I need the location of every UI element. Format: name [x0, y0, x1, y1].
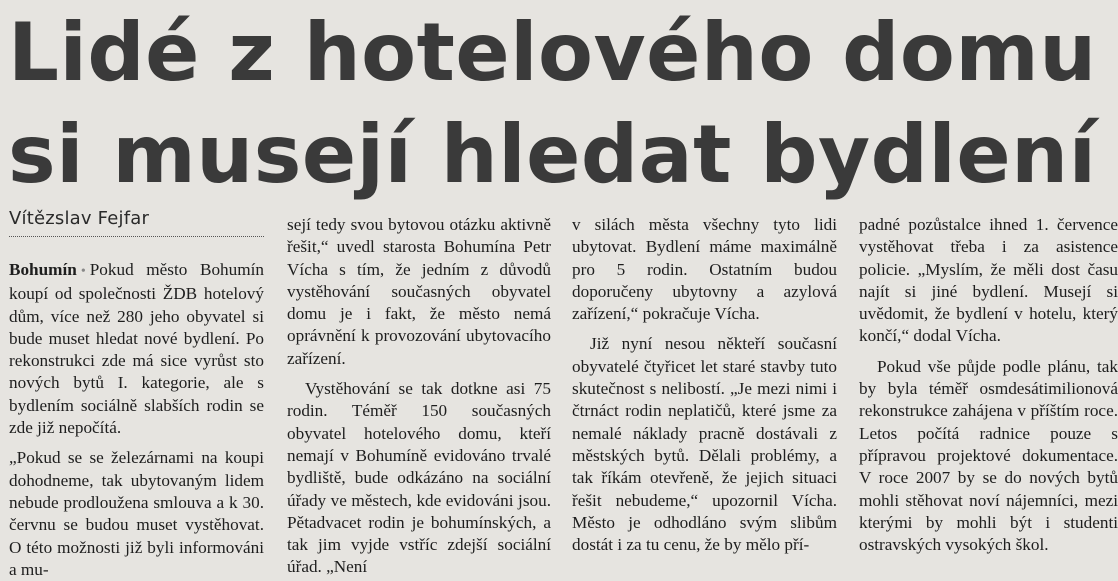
dateline: Bohumín	[9, 260, 77, 279]
byline-divider	[9, 236, 264, 237]
paragraph: Již nyní nesou někteří současní obyvatelé čtyřicet let staré stavby tuto skutečnost s nelibostí. „Je mezi nimi i čtrnáct rodin neplatičů, které jsme za nemalé náklady pracně dostávali z městských bytů. Dělali problémy, a tak říkám otevřeně, že jejich situaci řešit nebudeme,“ upozornil Vícha. Město je odhodláno svým slibům dostát i za tu cenu, že by mělo pří-	[572, 334, 837, 555]
bullet-icon: •	[80, 264, 86, 279]
paragraph: padné pozůstalce ihned 1. července vystěhovat třeba i za asistence policie. „Myslím, že měli dost času najít si jiné bydlení. Musejí si uvědomit, že bydlení v hotelu, který končí,“ dodal Vícha.	[859, 215, 1118, 346]
paragraph	[9, 259, 264, 439]
paragraph-text: Pokud město Bohumín koupí od společnosti ŽDB hotelový dům, více než 280 jeho obyvatel si bude muset hledat nové bydlení. Po rekonstrukci zde má sice vyrůst sto nových bytů I. kategorie, ale s bydlením sociálně slabších rodin se zde již nepočítá.	[9, 260, 264, 438]
headline-line-2: si musejí hledat bydlení	[8, 108, 1097, 201]
article-column-2	[287, 214, 551, 579]
paragraph: „Pokud se se železárnami na koupi dohodneme, tak ubytovaným lidem nebude prodloužena smlouva a k 30. červnu se budou muset vystěhovat. O této možnosti již byli informováni a mu-	[9, 448, 264, 579]
article-column-4	[859, 214, 1118, 556]
paragraph: Vystěhování se tak dotkne asi 75 rodin. Téměř 150 současných obyvatel hotelového domu, kteří nemají v Bohumíně evidováno trvalé bydliště, bude odkázáno na sociální úřady ve městech, kde evidováni jsou. Pětadvacet rodin je bohumínských, a tak jim vyjde vstříc zdejší sociální úřad. „Není	[287, 379, 551, 577]
article-column-3	[572, 214, 837, 556]
article-column-1	[9, 259, 264, 581]
headline	[8, 2, 1118, 206]
headline-line-1: Lidé z hotelového domu	[8, 6, 1097, 99]
paragraph: sejí tedy svou bytovou otázku aktivně řešit,“ uvedl starosta Bohumína Petr Vícha s tím, že jedním z důvodů vystěhování současných obyvatel domu je i fakt, že město nemá oprávnění k provozování ubytovacího zařízení.	[287, 215, 551, 368]
byline: Vítězslav Fejfar	[9, 208, 150, 229]
paragraph: v silách města všechny tyto lidi ubytovat. Bydlení máme maximálně pro 5 rodin. Ostatním budou doporučeny ubytovny a azylová zařízení,“ pokračuje Vícha.	[572, 215, 837, 324]
paragraph: Pokud vše půjde podle plánu, tak by byla téměř osmdesátimilionová rekonstrukce zahájena v příštím roce. Letos počítá radnice pouze s přípravou projektové dokumentace. V roce 2007 by se do nových bytů mohli stěhovat noví nájemníci, mezi kterými by mohli být i studenti ostravských vysokých škol.	[859, 356, 1118, 555]
